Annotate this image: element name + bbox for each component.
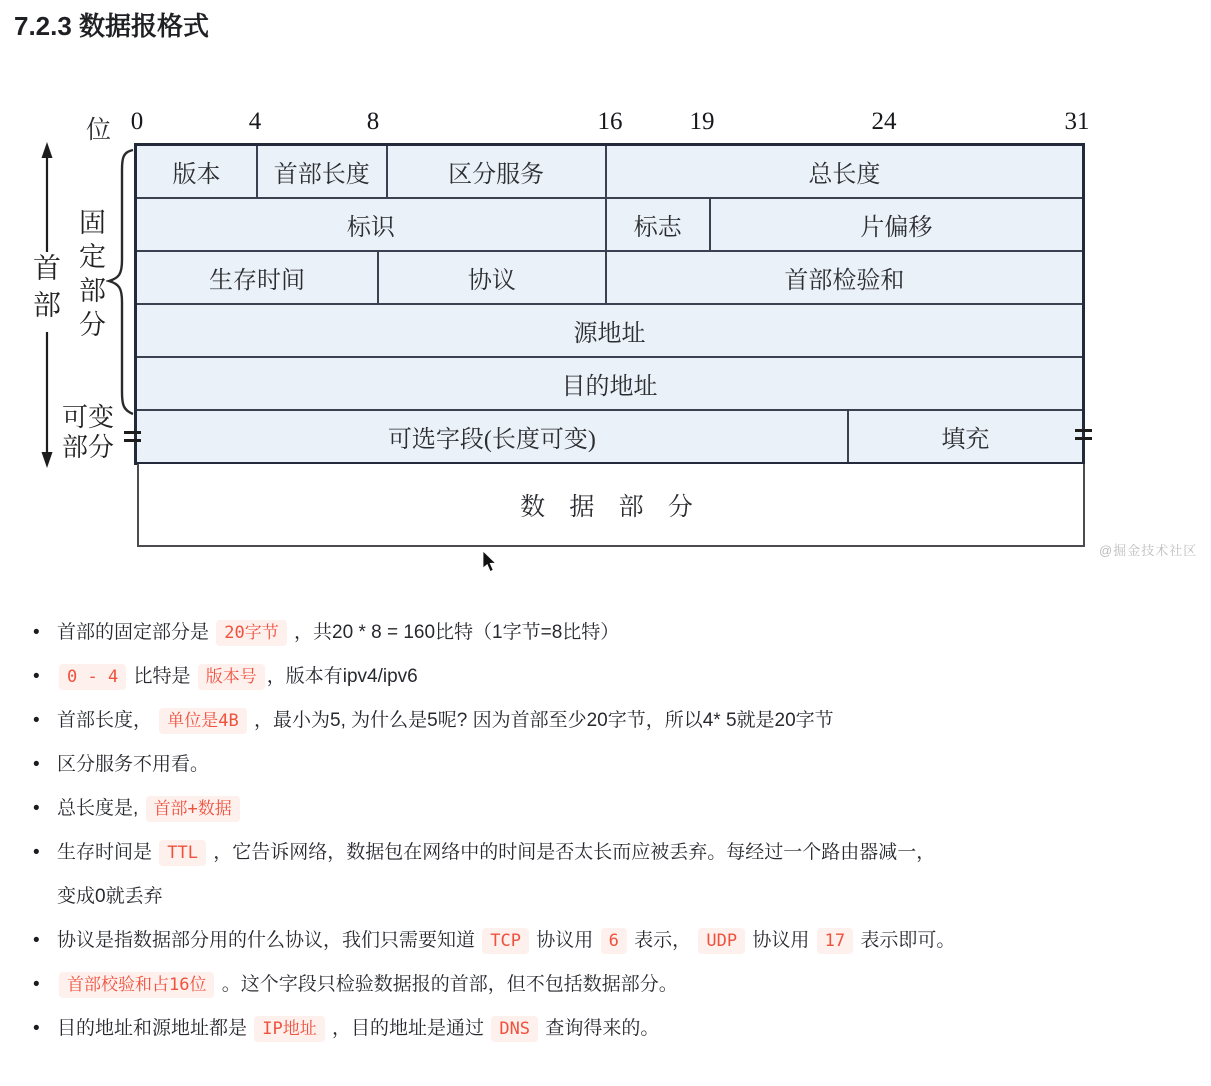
- table-row: [137, 146, 1082, 197]
- field-cell: 区分服务: [386, 146, 605, 197]
- fixed-part-brace-icon: [106, 148, 136, 416]
- inline-code: 首部校验和占16位: [59, 972, 214, 998]
- field-cell: 协议: [377, 252, 605, 303]
- inline-code: TTL: [159, 840, 206, 866]
- field-cell: 版本: [172, 162, 221, 188]
- field-cell: 首部长度: [256, 146, 385, 197]
- field-cell: 生存时间: [209, 268, 305, 294]
- bit-tick: 4: [248, 108, 262, 135]
- page-title: 7.2.3 数据报格式: [14, 11, 210, 41]
- inline-code: 版本号: [198, 664, 265, 690]
- data-section-box: [137, 464, 1085, 547]
- note-item: • 生存时间是 TTL ，它告诉网络，数据包在网络中的时间是否太长而应被丢弃。每经过一个路由器减一， 变成0就丢弃: [30, 831, 1182, 919]
- table-row: [137, 356, 1082, 409]
- field-cell: 标志: [605, 199, 709, 250]
- inline-code: TCP: [482, 928, 529, 954]
- field-cell: 填充: [847, 411, 1082, 462]
- inline-code: 首部+数据: [146, 796, 240, 822]
- note-item: • 首部校验和占16位 。这个字段只检验数据报的首部，但不包括数据部分。: [30, 963, 1182, 1007]
- note-item: • 首部长度， 单位是4B ，最小为5, 为什么是5呢? 因为首部至少20字节，所以4* 5就是20字节: [30, 699, 1182, 743]
- notes-section: [30, 611, 1182, 1051]
- bit-tick: 0: [130, 108, 144, 135]
- field-cell: 片偏移: [709, 199, 1082, 250]
- note-item: • 首部的固定部分是 20字节 ，共20 * 8 = 160比特（1字节=8比特）: [30, 611, 1182, 655]
- table-row: [137, 409, 1082, 462]
- label-header: 首部: [29, 253, 60, 327]
- inline-code: UDP: [698, 928, 745, 954]
- bit-tick: 8: [366, 108, 380, 135]
- note-item: • 目的地址和源地址都是 IP地址 ，目的地址是通过 DNS 查询得来的。: [30, 1007, 1182, 1051]
- note-item: • 区分服务不用看。: [30, 743, 1182, 787]
- inline-code: IP地址: [254, 1016, 324, 1042]
- field-cell: 源地址: [573, 321, 646, 347]
- section-break-mark: [124, 431, 141, 442]
- note-item: • 0 - 4 比特是 版本号 ，版本有ipv4/ipv6: [30, 655, 1182, 699]
- notes-list: [30, 611, 1182, 1051]
- inline-code: 单位是4B: [159, 708, 246, 734]
- data-section-label: 数 据 部 分: [520, 493, 702, 521]
- watermark: @掘金技术社区: [1099, 543, 1198, 558]
- mouse-cursor-icon: [482, 551, 498, 573]
- field-cell: 目的地址: [561, 374, 658, 400]
- inline-code: 20字节: [216, 620, 286, 646]
- ip-header-table: [134, 143, 1085, 465]
- bit-axis-label: 位: [86, 117, 112, 144]
- table-row: [137, 197, 1082, 250]
- field-cell: 可选字段(长度可变): [387, 427, 596, 453]
- label-fixed-part: 固定部分: [75, 208, 105, 344]
- note-item: • 总长度是, 首部+数据: [30, 787, 1182, 831]
- bit-tick: 19: [689, 108, 715, 135]
- table-row: [137, 303, 1082, 356]
- bit-tick: 31: [1064, 108, 1090, 135]
- table-row: [137, 250, 1082, 303]
- section-break-mark: [1075, 429, 1092, 440]
- inline-code: 0 - 4: [59, 664, 126, 690]
- inline-code: 17: [817, 928, 853, 954]
- field-cell: 标识: [346, 215, 395, 241]
- note-item: • 协议是指数据部分用的什么协议，我们只需要知道 TCP 协议用 6 表示， UDP 协议用 17 表示即可。: [30, 919, 1182, 963]
- label-variable-part: 可变部分: [62, 403, 115, 462]
- bit-tick: 24: [871, 108, 897, 135]
- bit-tick: 16: [597, 108, 623, 135]
- inline-code: DNS: [491, 1016, 538, 1042]
- field-cell: 首部检验和: [605, 252, 1082, 303]
- inline-code: 6: [601, 928, 627, 954]
- field-cell: 总长度: [605, 146, 1082, 197]
